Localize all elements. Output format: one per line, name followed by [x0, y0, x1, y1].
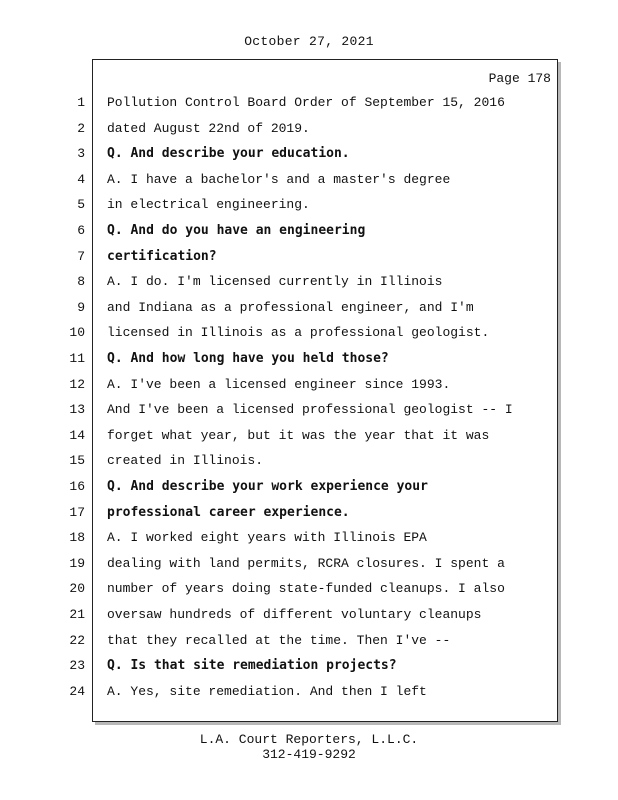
question-line: Q. And describe your work experience your: [107, 479, 428, 494]
line-number: 7: [77, 249, 85, 264]
testimony-line: A. I worked eight years with Illinois EPA: [107, 530, 427, 545]
question-line: Q. Is that site remediation projects?: [107, 658, 397, 673]
line-number: 8: [77, 274, 85, 289]
line-number: 19: [69, 556, 85, 571]
line-number: 14: [69, 428, 85, 443]
question-line: professional career experience.: [107, 505, 350, 520]
line-number: 24: [69, 684, 85, 699]
testimony-line: A. I have a bachelor's and a master's degree: [107, 172, 451, 187]
line-number: 23: [69, 658, 85, 673]
testimony-line: A. I've been a licensed engineer since 1993.: [107, 377, 451, 392]
question-line: certification?: [107, 249, 217, 264]
testimony-line: And I've been a licensed professional geologist -- I: [107, 402, 513, 417]
line-number: 16: [69, 479, 85, 494]
line-number: 13: [69, 402, 85, 417]
line-number: 12: [69, 377, 85, 392]
line-number: 4: [77, 172, 85, 187]
line-number: 1: [77, 95, 85, 110]
testimony-line: and Indiana as a professional engineer, and I'm: [107, 300, 474, 315]
testimony-line: licensed in Illinois as a professional geologist.: [107, 325, 490, 340]
line-number: 18: [69, 530, 85, 545]
line-number: 2: [77, 121, 85, 136]
testimony-line: A. I do. I'm licensed currently in Illinois: [107, 274, 443, 289]
testimony-line: oversaw hundreds of different voluntary cleanups: [107, 607, 482, 622]
reporter-company: L.A. Court Reporters, L.L.C.: [199, 732, 419, 747]
line-number: 10: [69, 325, 85, 340]
testimony-line: Pollution Control Board Order of September 15, 2016: [107, 95, 505, 110]
line-number: 20: [69, 581, 85, 596]
line-number: 17: [69, 505, 85, 520]
question-line: Q. And describe your education.: [107, 146, 350, 161]
line-number: 22: [69, 633, 85, 648]
line-number: 6: [77, 223, 85, 238]
line-number: 9: [77, 300, 85, 315]
testimony-line: dealing with land permits, RCRA closures. I spent a: [107, 556, 505, 571]
testimony-line: created in Illinois.: [107, 453, 264, 468]
testimony-line: dated August 22nd of 2019.: [107, 121, 310, 136]
page-number: Page 178: [488, 71, 551, 86]
testimony-line: in electrical engineering.: [107, 197, 310, 212]
testimony-line: that they recalled at the time. Then I've --: [107, 633, 451, 648]
line-number: 5: [77, 197, 85, 212]
testimony-line: forget what year, but it was the year that it was: [107, 428, 490, 443]
question-line: Q. And how long have you held those?: [107, 351, 389, 366]
question-line: Q. And do you have an engineering: [107, 223, 366, 238]
line-number: 3: [77, 146, 85, 161]
transcript-date: October 27, 2021: [244, 34, 374, 49]
reporter-phone: 312-419-9292: [262, 747, 356, 762]
line-number: 21: [69, 607, 85, 622]
line-number: 11: [69, 351, 85, 366]
testimony-line: number of years doing state-funded cleanups. I also: [107, 581, 505, 596]
testimony-line: A. Yes, site remediation. And then I left: [107, 684, 427, 699]
line-number: 15: [69, 453, 85, 468]
